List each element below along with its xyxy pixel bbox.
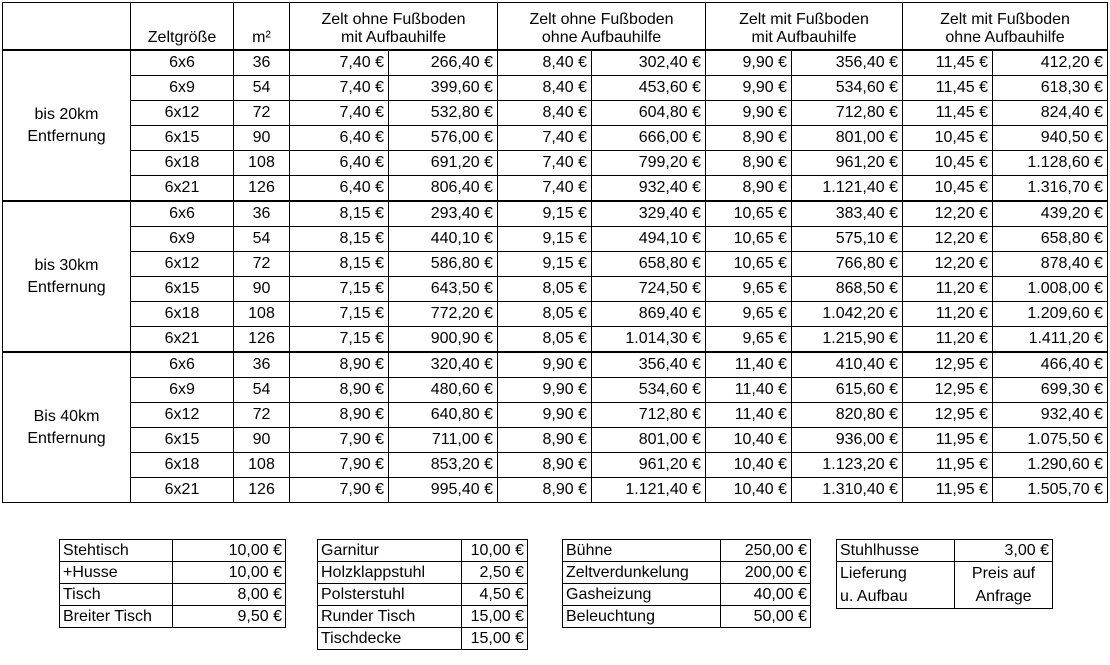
list-item [60,562,286,584]
group-30km [3,201,1108,352]
total-price-cell: 936,00 € [792,428,903,453]
table-row [3,352,1108,378]
total-price-cell: 868,50 € [792,277,903,302]
price-per-m2-cell: 8,90 € [290,352,389,378]
region-label-line1: bis 30km [34,256,99,274]
total-price-cell: 1.042,20 € [792,302,903,327]
total-price-cell: 766,80 € [792,252,903,277]
area-cell: 72 [234,403,290,428]
table-row [3,201,1108,227]
total-price-cell: 356,40 € [792,50,903,76]
total-price-cell: 453,60 € [592,76,706,101]
price-per-m2-cell: 10,45 € [903,126,993,151]
stuhlhusse-row [837,540,1053,562]
price-per-m2-cell: 9,65 € [706,302,792,327]
area-cell: 108 [234,151,290,176]
total-price-cell: 801,00 € [792,126,903,151]
area-cell: 126 [234,176,290,202]
area-cell: 36 [234,201,290,227]
price-per-m2-cell: 8,90 € [498,428,592,453]
price-per-m2-cell: 11,95 € [903,428,993,453]
total-price-cell: 329,40 € [592,201,706,227]
price-per-m2-cell: 7,15 € [290,277,389,302]
total-price-cell: 995,40 € [389,478,498,503]
size-cell: 6x18 [131,453,234,478]
header-m2: m² [234,3,290,51]
total-price-cell: 356,40 € [592,352,706,378]
price-per-m2-cell: 8,05 € [498,327,592,353]
total-price-cell: 412,20 € [993,50,1108,76]
header-col-4-line2: ohne Aufbauhilfe [945,29,1065,46]
list-item [318,584,528,606]
extras-table-2 [317,539,528,650]
total-price-cell: 1.128,60 € [993,151,1108,176]
header-col-2-line2: ohne Aufbauhilfe [541,29,662,46]
total-price-cell: 853,20 € [389,453,498,478]
list-item [318,540,528,562]
total-price-cell: 711,00 € [389,428,498,453]
total-price-cell: 320,40 € [389,352,498,378]
area-cell: 36 [234,352,290,378]
item-label: Stehtisch [60,540,173,562]
total-price-cell: 410,40 € [792,352,903,378]
size-cell: 6x9 [131,227,234,252]
price-per-m2-cell: 10,65 € [706,252,792,277]
total-price-cell: 586,80 € [389,252,498,277]
price-per-m2-cell: 8,90 € [706,126,792,151]
price-per-m2-cell: 7,90 € [290,428,389,453]
item-label: Polsterstuhl [318,584,462,606]
area-cell: 126 [234,478,290,503]
price-per-m2-cell: 7,90 € [290,478,389,503]
price-per-m2-cell: 10,40 € [706,453,792,478]
size-cell: 6x15 [131,428,234,453]
total-price-cell: 820,80 € [792,403,903,428]
price-per-m2-cell: 8,15 € [290,252,389,277]
size-cell: 6x9 [131,378,234,403]
header-col-2 [498,3,706,51]
size-cell: 6x18 [131,302,234,327]
total-price-cell: 480,60 € [389,378,498,403]
region-label [3,352,131,503]
region-label-line2: Entfernung [27,429,106,447]
price-per-m2-cell: 6,40 € [290,176,389,202]
table-row [3,403,1108,428]
delivery-label-line1: Lieferung [840,565,907,582]
total-price-cell: 961,20 € [792,151,903,176]
header-col-3-line1: Zelt mit Fußboden [739,11,869,28]
price-per-m2-cell: 7,15 € [290,302,389,327]
total-price-cell: 383,40 € [792,201,903,227]
price-per-m2-cell: 9,90 € [498,378,592,403]
price-per-m2-cell: 9,65 € [706,277,792,302]
price-per-m2-cell: 10,40 € [706,428,792,453]
price-per-m2-cell: 7,40 € [290,101,389,126]
item-price: 200,00 € [721,562,811,584]
total-price-cell: 932,40 € [592,176,706,202]
list-item [563,584,811,606]
price-per-m2-cell: 8,05 € [498,277,592,302]
size-cell: 6x12 [131,403,234,428]
extras-table-1 [59,539,286,628]
item-price: 40,00 € [721,584,811,606]
stuhlhusse-label: Stuhlhusse [837,540,955,562]
item-label: Garnitur [318,540,462,562]
total-price-cell: 961,20 € [592,453,706,478]
price-note-line1: Preis auf [971,565,1036,582]
item-price: 10,00 € [173,562,286,584]
total-price-cell: 466,40 € [993,352,1108,378]
price-per-m2-cell: 11,45 € [903,76,993,101]
list-item [318,628,528,650]
price-per-m2-cell: 10,65 € [706,201,792,227]
header-col-1-line1: Zelt ohne Fußboden [321,11,466,28]
item-price: 250,00 € [721,540,811,562]
tent-price-table [2,2,1108,503]
list-item [60,606,286,628]
price-per-m2-cell: 9,90 € [498,352,592,378]
price-per-m2-cell: 10,45 € [903,176,993,202]
total-price-cell: 439,20 € [993,201,1108,227]
price-per-m2-cell: 12,95 € [903,403,993,428]
list-item [318,606,528,628]
price-per-m2-cell: 11,40 € [706,403,792,428]
header-col-1 [290,3,498,51]
item-price: 2,50 € [462,562,528,584]
size-cell: 6x21 [131,327,234,353]
area-cell: 90 [234,428,290,453]
header-col-3 [706,3,903,51]
price-per-m2-cell: 7,90 € [290,453,389,478]
item-label: Tisch [60,584,173,606]
total-price-cell: 799,20 € [592,151,706,176]
price-per-m2-cell: 8,90 € [290,403,389,428]
total-price-cell: 1.505,70 € [993,478,1108,503]
total-price-cell: 1.209,60 € [993,302,1108,327]
header-corner-cell [3,3,131,51]
item-label: Breiter Tisch [60,606,173,628]
item-price: 4,50 € [462,584,528,606]
extras-table-3 [562,539,811,628]
total-price-cell: 1.121,40 € [792,176,903,202]
total-price-cell: 615,60 € [792,378,903,403]
price-per-m2-cell: 8,90 € [290,378,389,403]
price-per-m2-cell: 11,95 € [903,453,993,478]
header-col-1-line2: mit Aufbauhilfe [341,29,446,46]
price-per-m2-cell: 7,40 € [498,151,592,176]
item-price: 10,00 € [173,540,286,562]
price-per-m2-cell: 8,40 € [498,76,592,101]
price-per-m2-cell: 9,90 € [706,101,792,126]
table-row [3,428,1108,453]
area-cell: 54 [234,227,290,252]
area-cell: 54 [234,378,290,403]
delivery-row [837,562,1053,609]
size-cell: 6x12 [131,101,234,126]
total-price-cell: 772,20 € [389,302,498,327]
item-label: Gasheizung [563,584,721,606]
table-row [3,302,1108,327]
list-item [60,584,286,606]
region-label-line1: Bis 40km [33,407,100,425]
area-cell: 36 [234,50,290,76]
price-per-m2-cell: 9,15 € [498,201,592,227]
total-price-cell: 532,80 € [389,101,498,126]
item-price: 8,00 € [173,584,286,606]
extras-table-4 [836,539,1053,609]
total-price-cell: 302,40 € [592,50,706,76]
total-price-cell: 643,50 € [389,277,498,302]
total-price-cell: 494,10 € [592,227,706,252]
total-price-cell: 1.123,20 € [792,453,903,478]
price-per-m2-cell: 12,20 € [903,201,993,227]
item-label: Holzklappstuhl [318,562,462,584]
price-per-m2-cell: 8,05 € [498,302,592,327]
price-per-m2-cell: 8,90 € [498,453,592,478]
item-label: +Husse [60,562,173,584]
list-item [563,562,811,584]
region-label [3,50,131,201]
price-per-m2-cell: 11,40 € [706,378,792,403]
size-cell: 6x6 [131,201,234,227]
total-price-cell: 1.316,70 € [993,176,1108,202]
header-col-4-line1: Zelt mit Fußboden [940,11,1070,28]
price-per-m2-cell: 11,40 € [706,352,792,378]
area-cell: 72 [234,101,290,126]
total-price-cell: 1.121,40 € [592,478,706,503]
total-price-cell: 618,30 € [993,76,1108,101]
price-per-m2-cell: 8,40 € [498,101,592,126]
price-note-line2: Anfrage [975,588,1032,605]
area-cell: 90 [234,277,290,302]
price-per-m2-cell: 11,95 € [903,478,993,503]
size-cell: 6x15 [131,126,234,151]
item-label: Beleuchtung [563,606,721,628]
header-col-3-line2: mit Aufbauhilfe [751,29,857,46]
price-per-m2-cell: 8,90 € [498,478,592,503]
item-price: 15,00 € [462,606,528,628]
price-per-m2-cell: 7,40 € [498,126,592,151]
size-cell: 6x6 [131,50,234,76]
total-price-cell: 640,80 € [389,403,498,428]
price-per-m2-cell: 12,95 € [903,378,993,403]
area-cell: 90 [234,126,290,151]
price-per-m2-cell: 8,90 € [706,176,792,202]
total-price-cell: 1.215,90 € [792,327,903,353]
total-price-cell: 293,40 € [389,201,498,227]
area-cell: 126 [234,327,290,353]
total-price-cell: 1.075,50 € [993,428,1108,453]
size-cell: 6x12 [131,252,234,277]
table-row [3,453,1108,478]
area-cell: 54 [234,76,290,101]
total-price-cell: 801,00 € [592,428,706,453]
price-per-m2-cell: 11,45 € [903,101,993,126]
region-label [3,201,131,352]
total-price-cell: 1.411,20 € [993,327,1108,353]
total-price-cell: 691,20 € [389,151,498,176]
total-price-cell: 869,40 € [592,302,706,327]
group-20km [3,50,1108,201]
total-price-cell: 712,80 € [592,403,706,428]
price-per-m2-cell: 9,90 € [706,50,792,76]
total-price-cell: 604,80 € [592,101,706,126]
price-per-m2-cell: 10,65 € [706,227,792,252]
size-cell: 6x18 [131,151,234,176]
price-per-m2-cell: 8,90 € [706,151,792,176]
table-row [3,76,1108,101]
group-40km [3,352,1108,503]
region-label-line2: Entfernung [27,127,106,145]
total-price-cell: 575,10 € [792,227,903,252]
price-per-m2-cell: 11,20 € [903,302,993,327]
table-row [3,252,1108,277]
price-per-m2-cell: 7,15 € [290,327,389,353]
total-price-cell: 724,50 € [592,277,706,302]
total-price-cell: 699,30 € [993,378,1108,403]
list-item [563,540,811,562]
delivery-price-note [955,562,1053,609]
table-row [3,176,1108,202]
item-price: 9,50 € [173,606,286,628]
item-price: 15,00 € [462,628,528,650]
list-item [318,562,528,584]
size-cell: 6x15 [131,277,234,302]
total-price-cell: 878,40 € [993,252,1108,277]
total-price-cell: 1.290,60 € [993,453,1108,478]
total-price-cell: 1.008,00 € [993,277,1108,302]
table-row [3,126,1108,151]
table-row [3,277,1108,302]
price-per-m2-cell: 6,40 € [290,151,389,176]
item-label: Tischdecke [318,628,462,650]
price-per-m2-cell: 7,40 € [290,50,389,76]
price-per-m2-cell: 7,40 € [290,76,389,101]
total-price-cell: 534,60 € [792,76,903,101]
total-price-cell: 576,00 € [389,126,498,151]
header-row [3,3,1108,51]
item-price: 10,00 € [462,540,528,562]
header-col-4 [903,3,1108,51]
total-price-cell: 900,90 € [389,327,498,353]
price-per-m2-cell: 9,90 € [498,403,592,428]
price-per-m2-cell: 9,15 € [498,252,592,277]
area-cell: 108 [234,302,290,327]
size-cell: 6x21 [131,176,234,202]
area-cell: 72 [234,252,290,277]
delivery-label [837,562,955,609]
total-price-cell: 666,00 € [592,126,706,151]
header-col-2-line1: Zelt ohne Fußboden [529,11,674,28]
total-price-cell: 440,10 € [389,227,498,252]
total-price-cell: 1.310,40 € [792,478,903,503]
table-row [3,227,1108,252]
total-price-cell: 266,40 € [389,50,498,76]
list-item [563,606,811,628]
table-row [3,327,1108,353]
size-cell: 6x21 [131,478,234,503]
table-row [3,101,1108,126]
price-per-m2-cell: 12,20 € [903,227,993,252]
table-row [3,478,1108,503]
stuhlhusse-price: 3,00 € [955,540,1053,562]
price-per-m2-cell: 10,40 € [706,478,792,503]
total-price-cell: 658,80 € [592,252,706,277]
price-per-m2-cell: 11,45 € [903,50,993,76]
delivery-label-line2: u. Aufbau [840,588,908,605]
list-item [60,540,286,562]
price-per-m2-cell: 11,20 € [903,327,993,353]
total-price-cell: 712,80 € [792,101,903,126]
total-price-cell: 534,60 € [592,378,706,403]
total-price-cell: 806,40 € [389,176,498,202]
price-per-m2-cell: 9,65 € [706,327,792,353]
price-per-m2-cell: 7,40 € [498,176,592,202]
table-row [3,50,1108,76]
price-per-m2-cell: 11,20 € [903,277,993,302]
region-label-line1: bis 20km [34,105,99,123]
price-per-m2-cell: 8,40 € [498,50,592,76]
item-label: Bühne [563,540,721,562]
total-price-cell: 824,40 € [993,101,1108,126]
total-price-cell: 658,80 € [993,227,1108,252]
price-per-m2-cell: 10,45 € [903,151,993,176]
price-per-m2-cell: 6,40 € [290,126,389,151]
price-per-m2-cell: 12,20 € [903,252,993,277]
area-cell: 108 [234,453,290,478]
table-row [3,378,1108,403]
price-per-m2-cell: 8,15 € [290,227,389,252]
total-price-cell: 940,50 € [993,126,1108,151]
price-per-m2-cell: 9,15 € [498,227,592,252]
item-price: 50,00 € [721,606,811,628]
header-zeltgroesse: Zeltgröße [131,3,234,51]
item-label: Runder Tisch [318,606,462,628]
price-per-m2-cell: 12,95 € [903,352,993,378]
price-per-m2-cell: 8,15 € [290,201,389,227]
price-per-m2-cell: 9,90 € [706,76,792,101]
region-label-line2: Entfernung [27,278,106,296]
size-cell: 6x9 [131,76,234,101]
total-price-cell: 1.014,30 € [592,327,706,353]
total-price-cell: 932,40 € [993,403,1108,428]
table-row [3,151,1108,176]
total-price-cell: 399,60 € [389,76,498,101]
size-cell: 6x6 [131,352,234,378]
item-label: Zeltverdunkelung [563,562,721,584]
